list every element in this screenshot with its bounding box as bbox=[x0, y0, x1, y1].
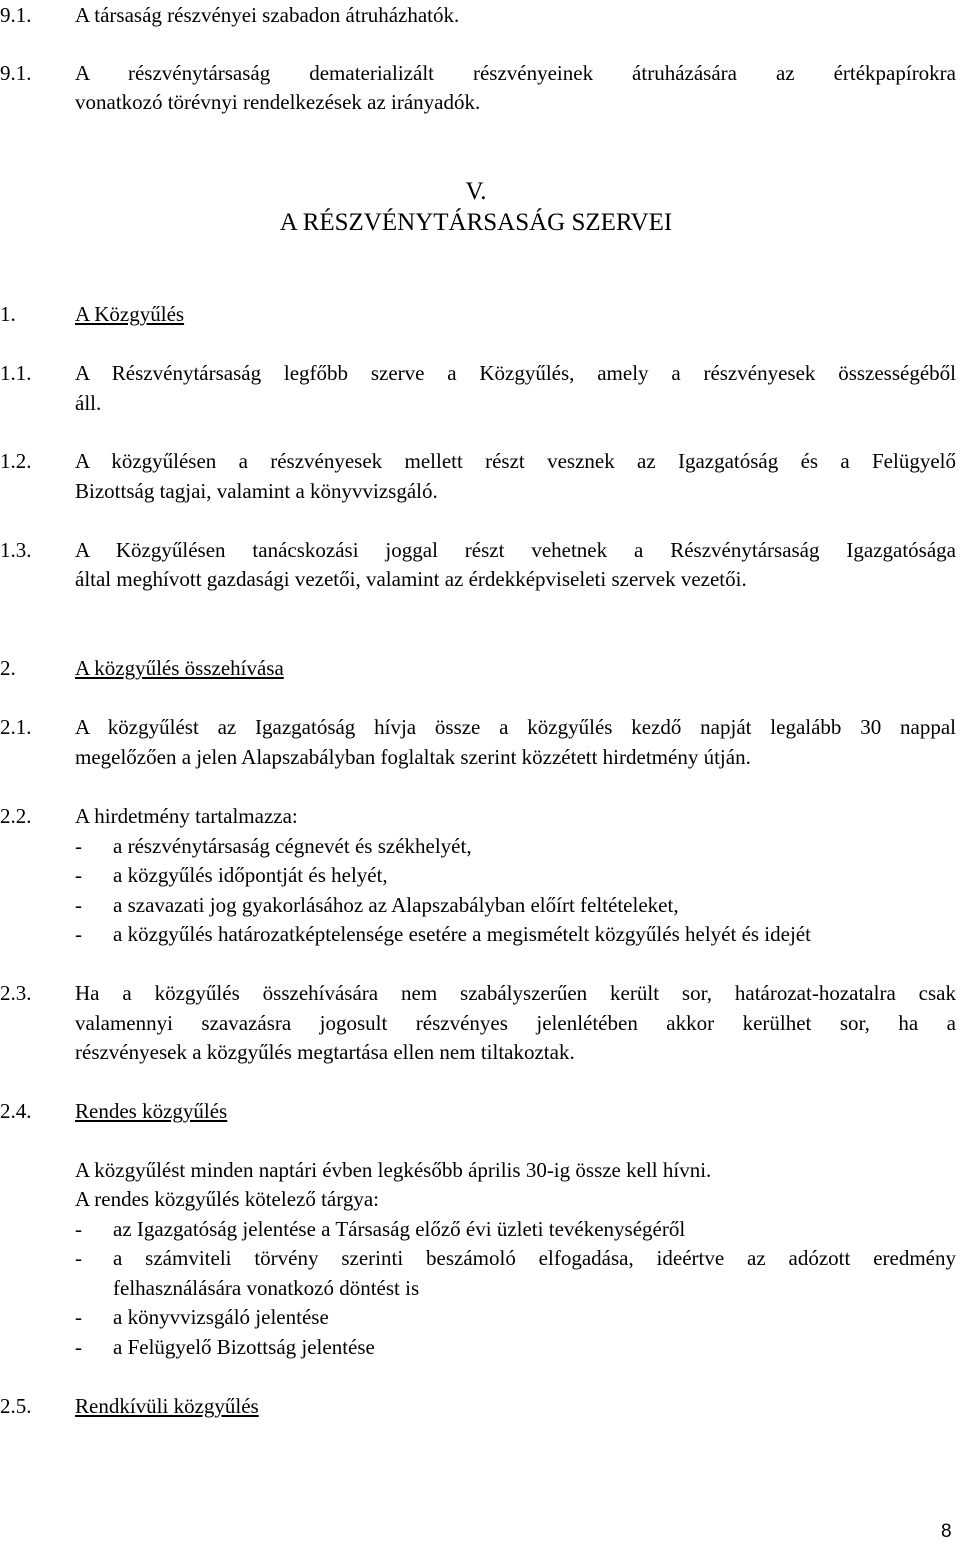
list-item-text: felhasználására vonatkozó döntést is bbox=[113, 1276, 420, 1300]
dash-marker: - bbox=[75, 1335, 82, 1359]
section-number: 1. bbox=[0, 302, 16, 326]
section-number: 2.4. bbox=[0, 1099, 32, 1123]
list-item-text: a részvénytársaság cégnevét és székhelyét, bbox=[113, 834, 472, 858]
section-number: 9.1. bbox=[0, 61, 32, 85]
paragraph: A rendes közgyűlés kötelező tárgya: bbox=[75, 1187, 380, 1211]
section-text-line: A Részvénytársaság legfőbb szerve a Közgyűlés, amely a részvényesek összességéből bbox=[75, 361, 956, 385]
section-text-line: A részvénytársaság dematerializált részvényeinek átruházására az értékpapírokra bbox=[75, 61, 956, 85]
dash-marker: - bbox=[75, 863, 82, 887]
section-number: 2.5. bbox=[0, 1394, 32, 1418]
list-item-text: a számviteli törvény szerinti beszámoló elfogadása, ideértve az adózott eredmény bbox=[113, 1246, 956, 1270]
list-item-text: a könyvvizsgáló jelentése bbox=[113, 1305, 329, 1329]
dash-marker: - bbox=[75, 893, 82, 917]
section-text-line: Bizottság tagjai, valamint a könyvvizsgáló. bbox=[75, 479, 438, 503]
section-text-line: A Közgyűlésen tanácskozási joggal részt vehetnek a Részvénytársaság Igazgatósága bbox=[75, 538, 956, 562]
section-text-line: vonatkozó törévnyi rendelkezések az irányadók. bbox=[75, 90, 481, 114]
section-number: 2.2. bbox=[0, 804, 32, 828]
section-text-line: által meghívott gazdasági vezetői, valamint az érdekképviseleti szervek vezetői. bbox=[75, 567, 747, 591]
section-number: 2.3. bbox=[0, 981, 32, 1005]
section-number: 1.2. bbox=[0, 449, 32, 473]
section-text: A társaság részvényei szabadon átruházhatók. bbox=[75, 3, 460, 27]
page-number: 8 bbox=[941, 1521, 952, 1542]
list-item-text: a szavazati jog gyakorlásához az Alapszabályban előírt feltételeket, bbox=[113, 893, 679, 917]
section-title: Rendes közgyűlés bbox=[75, 1099, 228, 1123]
section-text-line: valamennyi szavazásra jogosult részvényes jelenlétében akkor kerülhet sor, ha a bbox=[75, 1011, 956, 1035]
chapter-number: V. bbox=[465, 178, 487, 205]
section-number: 9.1. bbox=[0, 3, 32, 27]
dash-marker: - bbox=[75, 1217, 82, 1241]
section-number: 1.1. bbox=[0, 361, 32, 385]
section-text-line: Ha a közgyűlés összehívására nem szabályszerűen került sor, határozat-hozatalra csak bbox=[75, 981, 956, 1005]
section-text-line: A közgyűlést az Igazgatóság hívja össze a közgyűlés kezdő napját legalább 30 nappal bbox=[75, 715, 956, 739]
section-title: Rendkívüli közgyűlés bbox=[75, 1394, 259, 1418]
section-text-line: részvényesek a közgyűlés megtartása ellen nem tiltakoztak. bbox=[75, 1040, 575, 1064]
list-item-text: a Felügyelő Bizottság jelentése bbox=[113, 1335, 375, 1359]
section-number: 2.1. bbox=[0, 715, 32, 739]
dash-marker: - bbox=[75, 1246, 82, 1270]
section-number: 2. bbox=[0, 656, 16, 680]
list-item-text: a közgyűlés határozatképtelensége esetére a megismételt közgyűlés helyét és idejét bbox=[113, 922, 811, 946]
section-title: A Közgyűlés bbox=[75, 302, 185, 326]
list-item-text: a közgyűlés időpontját és helyét, bbox=[113, 863, 388, 887]
list-item-text: az Igazgatóság jelentése a Társaság előző évi üzleti tevékenységéről bbox=[113, 1217, 686, 1241]
dash-marker: - bbox=[75, 834, 82, 858]
dash-marker: - bbox=[75, 922, 82, 946]
section-text-line: A közgyűlésen a részvényesek mellett részt vesznek az Igazgatóság és a Felügyelő bbox=[75, 449, 956, 473]
dash-marker: - bbox=[75, 1305, 82, 1329]
section-text-line: megelőzően a jelen Alapszabályban foglaltak szerint közzétett hirdetmény útján. bbox=[75, 745, 751, 769]
section-title: A közgyűlés összehívása bbox=[75, 656, 284, 680]
chapter-title: A RÉSZVÉNYTÁRSASÁG SZERVEI bbox=[279, 209, 673, 236]
section-number: 1.3. bbox=[0, 538, 32, 562]
section-text-line: áll. bbox=[75, 391, 102, 415]
paragraph: A közgyűlést minden naptári évben legkésőbb április 30-ig össze kell hívni. bbox=[75, 1158, 712, 1182]
section-intro: A hirdetmény tartalmazza: bbox=[75, 804, 298, 828]
